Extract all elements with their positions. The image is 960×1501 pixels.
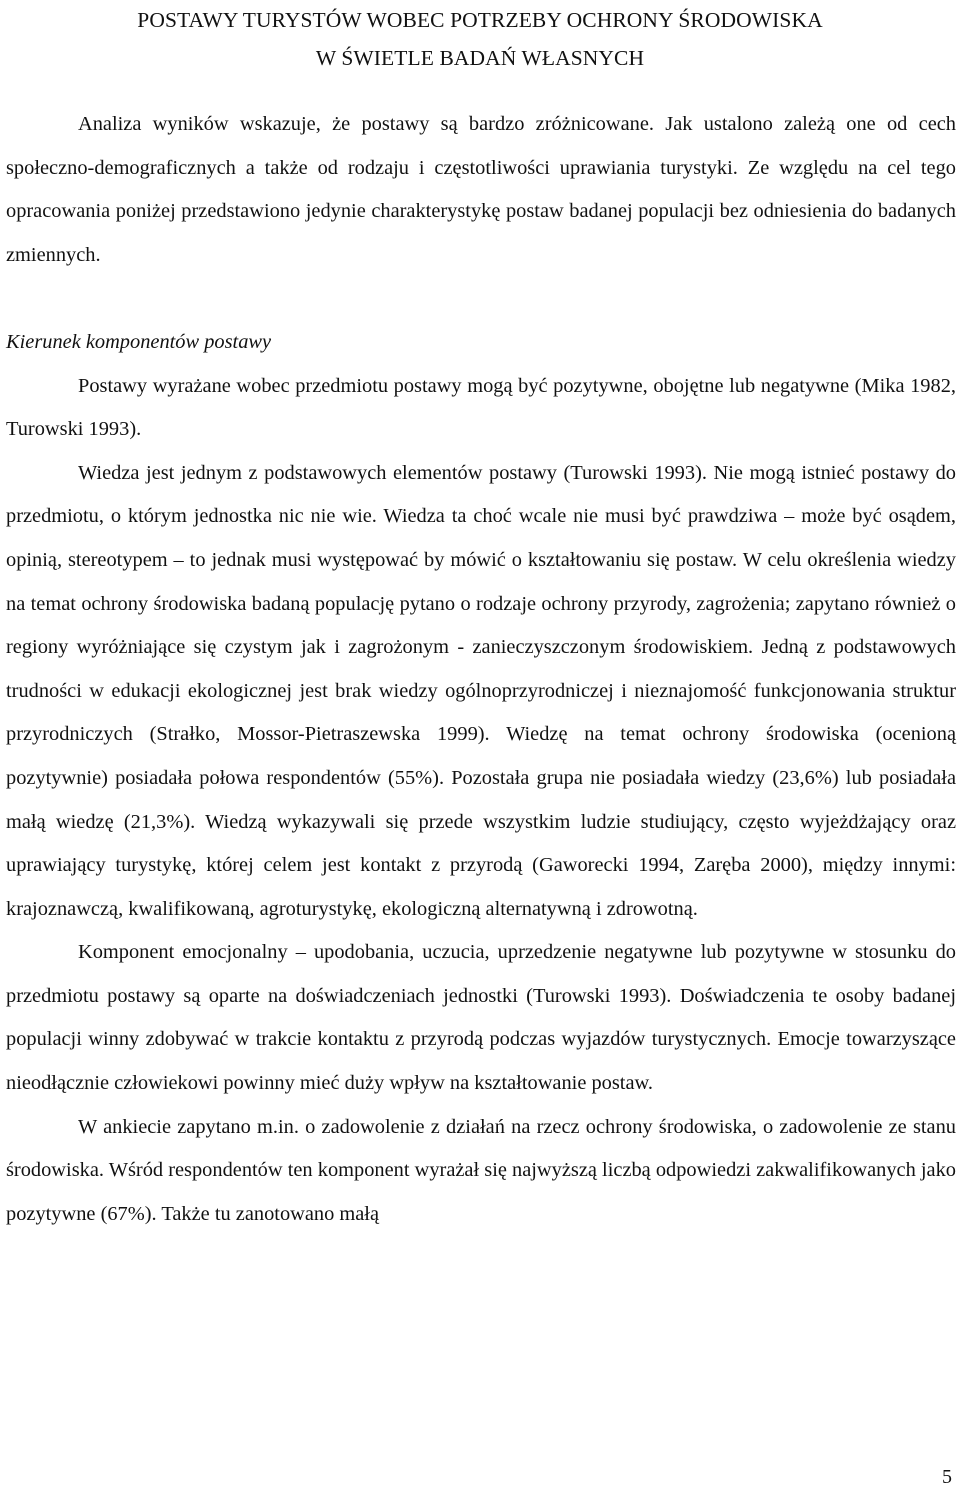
page-number: 5 — [942, 1466, 952, 1488]
title-line-1: POSTAWY TURYSTÓW WOBEC POTRZEBY OCHRONY ŚRODOWISKA — [137, 8, 823, 32]
document-body — [6, 103, 956, 1236]
paragraph-intro: Analiza wyników wskazuje, że postawy są bardzo zróżnicowane. Jak ustalono zależą one od cech społeczno-demograficznych a także od rodzaju i częstotliwości uprawiania turystyki. Ze względu na cel tego opracowania poniżej przedstawiono jedynie charakterystykę postaw badanej populacji bez odniesienia do badanych zmiennych. — [6, 113, 956, 266]
paragraph-attitude-direction: Postawy wyrażane wobec przedmiotu postawy mogą być pozytywne, obojętne lub negatywne (Mika 1982, Turowski 1993). — [6, 374, 956, 441]
document-title — [0, 1, 960, 77]
section-heading: Kierunek komponentów postawy — [6, 330, 272, 353]
paragraph-survey: W ankiecie zapytano m.in. o zadowolenie z działań na rzecz ochrony środowiska, o zadowolenie ze stanu środowiska. Wśród respondentów ten komponent wyrażał się najwyższą liczbą odpowiedzi zakwalifikowanych jako pozytywne (67%). Także tu zanotowano małą — [6, 1115, 956, 1225]
paragraph-emotional-component: Komponent emocjonalny – upodobania, uczucia, uprzedzenie negatywne lub pozytywne w stosunku do przedmiotu postawy są oparte na doświadczeniach jednostki (Turowski 1993). Doświadczenia te osoby badanej populacji winny zdobywać w trakcie kontaktu z przyrodą podczas wyjazdów turystycznych. Emocje towarzyszące nieodłącznie człowiekowi powinny mieć duży wpływ na kształtowanie postaw. — [6, 941, 956, 1095]
paragraph-knowledge: Wiedza jest jednym z podstawowych elementów postawy (Turowski 1993). Nie mogą istnieć postawy do przedmiotu, o którym jednostka nic nie wie. Wiedza ta choć wcale nie musi być prawdziwa – może być osądem, opinią, stereotypem – to jednak musi występować by mówić o kształtowaniu się postaw. W celu określenia wiedzy na temat ochrony środowiska badaną populację pytano o rodzaje ochrony przyrody, zagrożenia; zapytano również o regiony wyróżniające się czystym jak i zagrożonym - zanieczyszczonym środowiskiem. Jedną z podstawowych trudności w edukacji ekologicznej jest brak wiedzy ogólnoprzyrodniczej i nieznajomość funkcjonowania struktur przyrodniczych (Strałko, Mossor-Pietraszewska 1999). Wiedzę na temat ochrony środowiska (ocenioną pozytywnie) posiadała połowa respondentów (55%). Pozostała grupa nie posiadała wiedzy (23,6%) lub posiadała małą wiedzę (21,3%). Wiedzą wykazywali się przede wszystkim ludzie studiujący, często wyjeżdżający oraz uprawiający turystykę, której celem jest kontakt z przyrodą (Gaworecki 1994, Zaręba 2000), między innymi: krajoznawczą, kwalifikowaną, agroturystykę, ekologiczną alternatywną i zdrowotną. — [6, 461, 956, 920]
title-line-2: W ŚWIETLE BADAŃ WŁASNYCH — [315, 46, 645, 70]
